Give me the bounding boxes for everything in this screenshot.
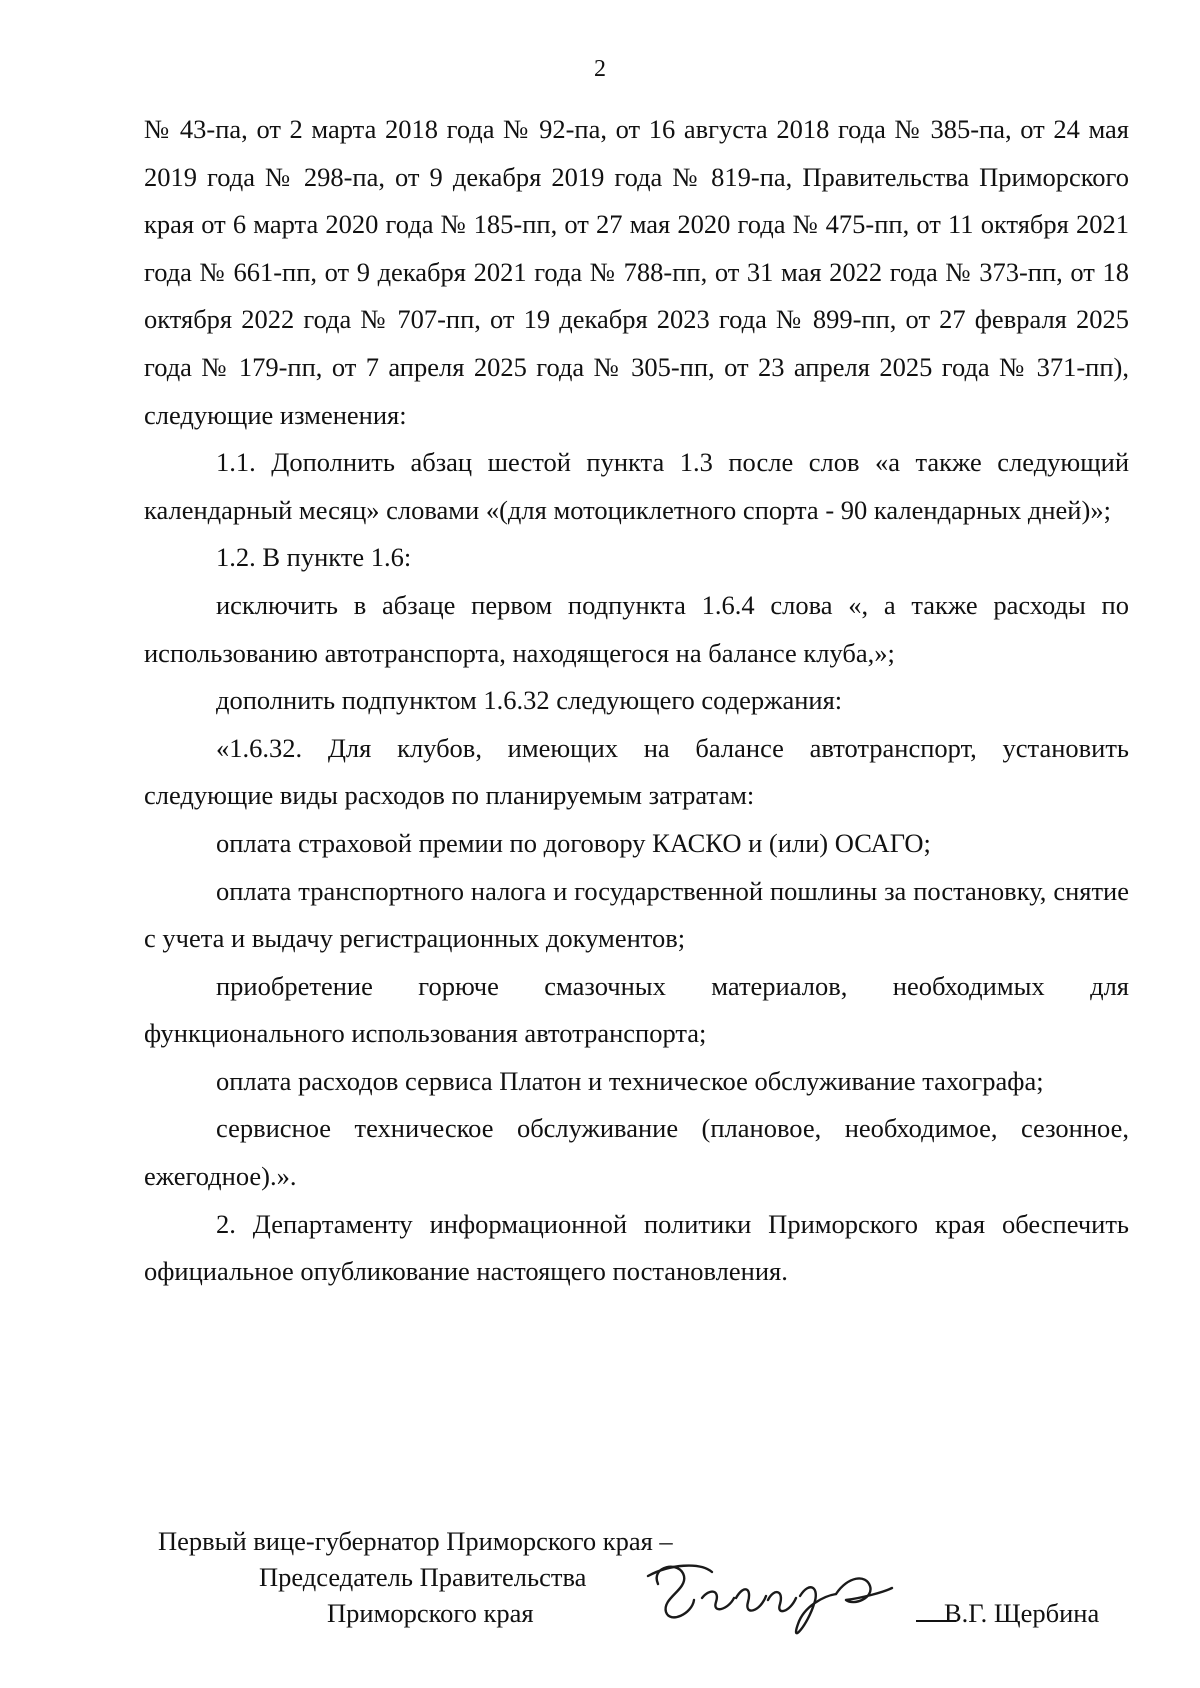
signatory-title-line-3: Приморского края (327, 1598, 534, 1628)
paragraph-12: 2. Департаменту информационной политики Приморского края обеспечить официальное опубликование настоящего постановления. (144, 1208, 1129, 1287)
signature-block (0, 1526, 1200, 1646)
paragraph-10: оплата расходов сервиса Платон и техническое обслуживание тахографа; (216, 1065, 1044, 1096)
paragraph-2: 1.1. Дополнить абзац шестой пункта 1.3 после слов «а также следующий календарный месяц» словами «(для мотоциклетного спорта - 90 календарных дней)»; (144, 447, 1129, 525)
paragraph-8: оплата транспортного налога и государственной пошлины за постановку, снятие с учета и выдачу регистрационных документов; (144, 875, 1129, 954)
signatory-name: В.Г. Щербина (944, 1598, 1100, 1628)
paragraph-11: сервисное техническое обслуживание (плановое, необходимое, сезонное, ежегодное).». (144, 1113, 1129, 1192)
paragraph-7: оплата страховой премии по договору КАСКО и (или) ОСАГО; (216, 827, 931, 858)
page-number: 2 (594, 56, 606, 82)
document-body (144, 106, 1129, 1296)
paragraph-3: 1.2. В пункте 1.6: (216, 542, 412, 573)
paragraph-9: приобретение горюче смазочных материалов, необходимых для функционального использования автотранспорта; (144, 970, 1129, 1049)
signatory-title-line-2: Председатель Правительства (259, 1562, 587, 1592)
signatory-title-line-1: Первый вице-губернатор Приморского края – (158, 1526, 673, 1556)
paragraph-6: «1.6.32. Для клубов, имеющих на балансе автотранспорт, установить следующие виды расходов по планируемым затратам: (144, 732, 1129, 811)
paragraph-4: исключить в абзаце первом подпункта 1.6.4 слова «, а также расходы по использованию автотранспорта, находящегося на балансе клуба,»; (144, 589, 1129, 668)
handwritten-signature (640, 1554, 900, 1650)
paragraph-5: дополнить подпунктом 1.6.32 следующего содержания: (216, 685, 843, 716)
paragraph-1: № 43-па, от 2 марта 2018 года № 92-па, от 16 августа 2018 года № 385-па, от 24 мая 2019 года № 298-па, от 9 декабря 2019 года № 819-па, Правительства Приморского края от 6 марта 2020 года № 185-пп, от 27 мая 2020 года № 475-пп, от 11 октября 2021 года № 661-пп, от 9 декабря 2021 года № 788-пп, от 31 мая 2022 года № 373-пп, от 18 октября 2022 года № 707-пп, от 19 декабря 2023 года № 899-пп, от 27 февраля 2025 года № 179-пп, от 7 апреля 2025 года № 305-пп, от 23 апреля 2025 года № 371-пп), следующие изменения: (144, 114, 1129, 430)
